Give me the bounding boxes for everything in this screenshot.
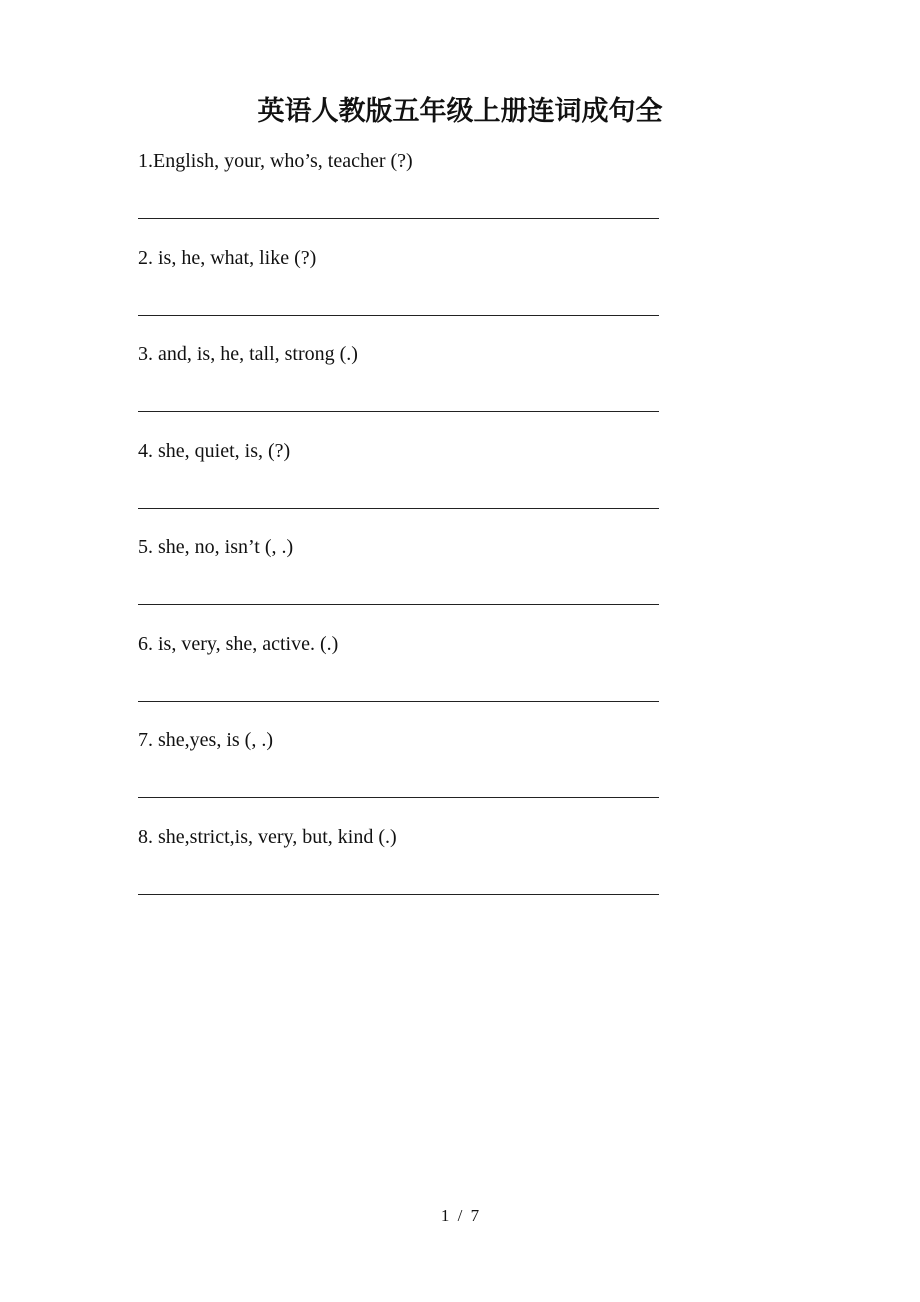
question-text: 6. is, very, she, active. (.): [138, 632, 339, 655]
question-item: [138, 240, 698, 337]
question-text: 8. she,strict,is, very, but, kind (.): [138, 825, 397, 848]
answer-line[interactable]: [138, 508, 659, 509]
question-item: [138, 143, 698, 240]
question-text: 7. she,yes, is (, .): [138, 729, 273, 751]
question-text: 4. she, quiet, is, (?): [138, 439, 291, 462]
question-text: 5. she, no, isn’t (, .): [138, 536, 294, 558]
question-list: [138, 143, 698, 915]
answer-line[interactable]: [138, 604, 659, 605]
page-title: 英语人教版五年级上册连词成句全: [257, 96, 663, 127]
question-item: [138, 336, 698, 433]
question-item: [138, 433, 698, 530]
answer-line[interactable]: [138, 411, 659, 412]
question-text: 3. and, is, he, tall, strong (.): [138, 343, 358, 365]
answer-line[interactable]: [138, 797, 659, 798]
answer-line[interactable]: [138, 218, 659, 219]
answer-line[interactable]: [138, 701, 659, 702]
answer-line[interactable]: [138, 894, 659, 895]
question-item: [138, 819, 698, 916]
answer-line[interactable]: [138, 315, 659, 316]
question-item: [138, 529, 698, 626]
question-item: [138, 722, 698, 819]
page-number: 1 / 7: [440, 1206, 480, 1225]
question-text: 1.English, your, who’s, teacher (?): [138, 150, 413, 172]
question-text: 2. is, he, what, like (?): [138, 246, 317, 269]
question-item: [138, 626, 698, 723]
